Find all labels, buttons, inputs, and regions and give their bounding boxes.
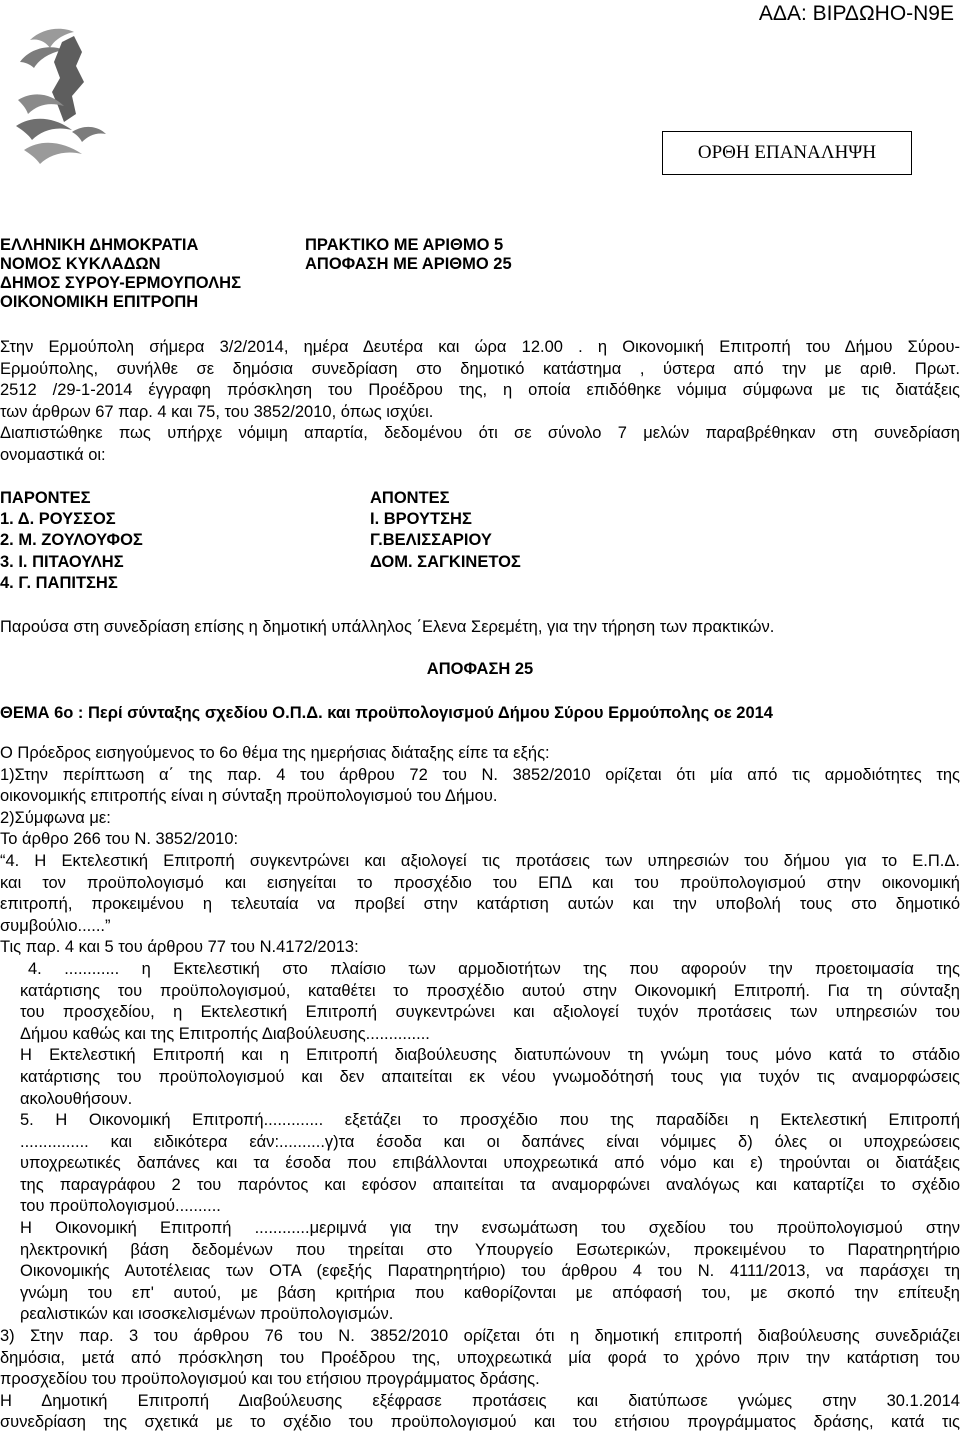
body-line: “4. Η Εκτελεστική Επιτροπή συγκεντρώνει και αξιολογεί τις προτάσεις των υπηρεσιών του δήμου για το Ε.Π.Δ. xyxy=(0,851,960,870)
body-line: 4. ............ η Εκτελεστική στο πλαίσιο των αρμοδιοτήτων της που αφορούν την προετοιμασία της xyxy=(28,959,960,978)
intro-line: 2512 /29-1-2014 έγγραφη πρόσκληση του Προέδρου της, η οποία επιδόθηκε νόμιμα σύμφωνα με τις διατάξεις xyxy=(0,381,960,400)
absent-list xyxy=(370,488,521,573)
header-left xyxy=(0,236,241,312)
absent-member: Ι. ΒΡΟΥΤΣΗΣ xyxy=(370,510,472,529)
body-line: επιτροπή, προκειμένου η τελευταία να προβεί στην κατάρτιση αυτών και την υποβολή τους στο δημοτικό xyxy=(0,895,960,914)
intro-line: Διαπιστώθηκε πως υπήρχε νόμιμη απαρτία, δεδομένου ότι σε σύνολο 7 μελών παραβρέθηκαν στη συνεδρίαση xyxy=(0,424,960,443)
header-left-line: ΟΙΚΟΝΟΜΙΚΗ ΕΠΙΤΡΟΠΗ xyxy=(0,293,199,311)
body-line: Τις παρ. 4 και 5 του άρθρου 77 του Ν.4172/2013: xyxy=(0,938,359,957)
header-left-line: ΕΛΛΗΝΙΚΗ ΔΗΜΟΚΡΑΤΙΑ xyxy=(0,236,199,254)
header-right xyxy=(305,236,512,274)
header-left-line: ΔΗΜΟΣ ΣΥΡΟΥ-ΕΡΜΟΥΠΟΛΗΣ xyxy=(0,274,241,292)
body-line: ακολουθήσουν. xyxy=(20,1089,133,1108)
decision-body xyxy=(0,743,960,1434)
present-member: 3. Ι. ΠΙΤΑΟΥΛΗΣ xyxy=(0,552,124,571)
body-line: 5. Η Οικονομική Επιτροπή............. εξετάζει το προσχέδιο που της παραδίδει η Εκτελεστική Επιτροπή xyxy=(20,1111,960,1130)
body-line: υποχρεωτικές δαπάνες και τα έσοδα που επιβάλλονται υποχρεωτικά από νόμο και ε) τηρούνται οι διατάξεις xyxy=(20,1154,960,1173)
intro-line: των άρθρων 67 παρ. 4 και 75, του 3852/2010, όπως ισχύει. xyxy=(0,402,434,421)
municipality-logo-icon xyxy=(12,22,112,172)
body-line: 2)Σύμφωνα με: xyxy=(0,808,111,827)
body-line: ηλεκτρονική βάση δεδομένων που τηρείται στο Υπουργείο Εσωτερικών, προκειμένου το Παρατηρητήριο xyxy=(20,1240,960,1259)
present-title: ΠΑΡΟΝΤΕΣ xyxy=(0,489,91,507)
body-line: οικονομικής επιτροπής είναι η σύνταξη προϋπολογισμού του Δήμου. xyxy=(0,787,498,806)
body-line: ............... και ειδικότερα εάν:..........γ)τα έσοδα και οι δαπάνες είναι νόμιμες δ) όλες οι υποχρεώσεις xyxy=(20,1132,960,1151)
body-line: του προσχεδίου, η Εκτελεστική Επιτροπή συγκεντρώνει και αξιολογεί τυχόν προτάσεις των υπηρεσιών του xyxy=(20,1003,960,1022)
correction-stamp: ΟΡΘΗ ΕΠΑΝΑΛΗΨΗ xyxy=(662,131,912,175)
body-line: ρεαλιστικών και ισοσκελισμένων προϋπολογισμών. xyxy=(20,1305,394,1324)
body-line: προσχεδίου του προϋπολογισμού και του ετήσιου προγράμματος δράσης. xyxy=(0,1370,540,1389)
minutes-number: ΠΡΑΚΤΙΚΟ ΜΕ ΑΡΙΘΜΟ 5 xyxy=(305,236,504,254)
body-line: Οικονομικής Αυτοτέλειας των ΟΤΑ (εφεξής Παρατηρητήριο) του άρθρου 4 του Ν. 4111/2013, να παράσχει τη xyxy=(20,1262,960,1281)
body-line: 3) Στην παρ. 3 του άρθρου 76 του Ν. 3852/2010 ορίζεται ότι η δημοτική επιτροπή διαβούλευσης συνεδριάζει xyxy=(0,1327,960,1346)
body-line: δημόσια, μετά από πρόσκληση του Προέδρου της, υποχρεωτικά μία φορά το χρόνο πριν την κατάρτιση του xyxy=(0,1348,960,1367)
intro-line: ονομαστικά οι: xyxy=(0,445,106,464)
decision-number: ΑΠΟΦΑΣΗ ΜΕ ΑΡΙΘΜΟ 25 xyxy=(305,255,512,273)
body-line: γνώμη του επ' αυτού, με βάση κριτήρια που καθορίζονται με απόφασή του, με σκοπό την επίτευξη xyxy=(20,1283,960,1302)
intro-line: Ερμούπολης, συνήλθε σε δημόσια συνεδρίαση στο δημοτικό κατάστημα , ύστερα από την με αριθ. Πρωτ. xyxy=(0,359,960,378)
body-line: κατάρτισης του προϋπολογισμού και δεν απαιτείται εκ νέου γνωμοδότησή τους για τυχόν τις αναμορφώσεις xyxy=(20,1067,960,1086)
topic-title: ΘΕΜΑ 6ο : Περί σύνταξης σχεδίου Ο.Π.Δ. και προϋπολογισμού Δήμου Σύρου Ερμούπολης οε 2014 xyxy=(0,704,773,722)
body-line: Η Δημοτική Επιτροπή Διαβούλευσης εξέφρασε προτάσεις και διατύπωσε γνώμες στην 30.1.2014 xyxy=(0,1391,960,1410)
body-line: Το άρθρο 266 του Ν. 3852/2010: xyxy=(0,830,239,849)
body-line: Η Εκτελεστική Επιτροπή και η Επιτροπή διαβούλευσης διατυπώνουν τη γνώμη τους μόνο κατά το στάδιο xyxy=(20,1046,960,1065)
ada-code: ΑΔΑ: ΒΙΡΔΩΗΟ-Ν9Ε xyxy=(758,2,954,25)
body-line: συμβούλιο......” xyxy=(0,916,111,935)
intro-paragraph xyxy=(0,337,960,467)
present-list xyxy=(0,488,143,594)
body-line: της παραγράφου 2 του παρόντος και εφόσον απαιτείται τα αναμορφώνει αναλόγως και καταρτίζει το σχέδιο xyxy=(20,1175,960,1194)
body-line: του προϋπολογισμού.......... xyxy=(20,1197,221,1216)
body-line: κατάρτισης του προϋπολογισμού, καταθέτει το προσχέδιο αυτού στην Οικονομική Επιτροπή. Για τη σύνταξη xyxy=(20,981,960,1000)
decision-title: ΑΠΟΦΑΣΗ 25 xyxy=(426,660,534,678)
intro-line: Στην Ερμούπολη σήμερα 3/2/2014, ημέρα Δευτέρα και ώρα 12.00 . η Οικονομική Επιτροπή του Δήμου Σύρου- xyxy=(0,338,960,356)
absent-member: Γ.ΒΕΛΙΣΣΑΡΙΟΥ xyxy=(370,531,492,550)
present-member: 4. Γ. ΠΑΠΙΤΣΗΣ xyxy=(0,573,118,592)
present-member: 2. Μ. ΖΟΥΛΟΥΦΟΣ xyxy=(0,531,143,550)
body-line: Η Οικονομική Επιτροπή ............μεριμνά για την ενσωμάτωση του σχεδίου του προϋπολογισμού στην xyxy=(20,1219,960,1238)
secretary-line: Παρούσα στη συνεδρίαση επίσης η δημοτική υπάλληλος ΄Ελενα Σερεμέτη, για την τήρηση των πρακτικών. xyxy=(0,618,775,636)
header-left-line: ΝΟΜΟΣ ΚΥΚΛΑΔΩΝ xyxy=(0,255,161,273)
body-line: και τον προϋπολογισμό και εισηγείται το προσχέδιο του ΕΠΔ και του προϋπολογισμού στην οικονομική xyxy=(0,873,960,892)
absent-member: ΔΟΜ. ΣΑΓΚΙΝΕΤΟΣ xyxy=(370,552,521,571)
absent-title: ΑΠΟΝΤΕΣ xyxy=(370,489,450,507)
body-line: Δήμου καθώς και της Επιτροπής Διαβούλευσης.............. xyxy=(20,1024,430,1043)
present-member: 1. Δ. ΡΟΥΣΣΟΣ xyxy=(0,510,116,529)
body-line: Ο Πρόεδρος εισηγούμενος το 6ο θέμα της ημερήσιας διάταξης είπε τα εξής: xyxy=(0,744,550,762)
body-line: συνεδρίαση της σχετικά με το σχέδιο του προϋπολογισμού και του ετήσιου προγράμματος δράσης, κατά τις xyxy=(0,1413,960,1432)
body-line: 1)Στην περίπτωση α΄ της παρ. 4 του άρθρου 72 του Ν. 3852/2010 ορίζεται ότι μία από τις αρμοδιότητες της xyxy=(0,765,960,784)
